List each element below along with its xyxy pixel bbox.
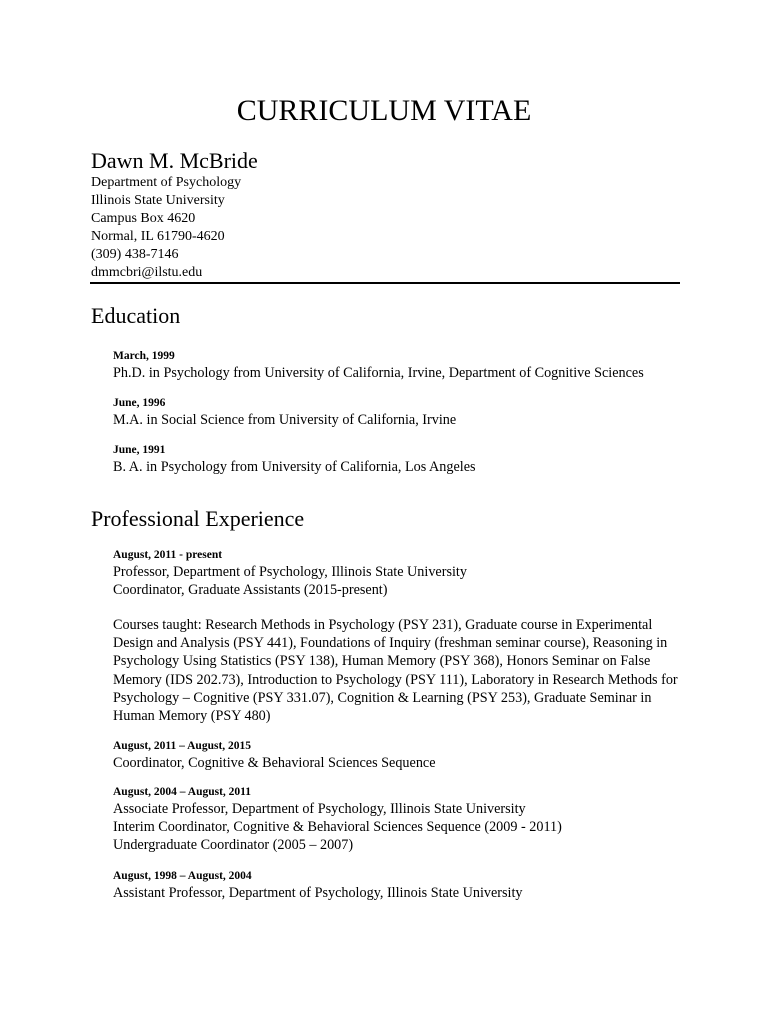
entry-line: Associate Professor, Department of Psychology, Illinois State University xyxy=(113,801,526,817)
contact-campus-box: Campus Box 4620 xyxy=(91,210,196,226)
education-entry xyxy=(113,395,713,429)
contact-department: Department of Psychology xyxy=(91,175,242,190)
entry-line: M.A. in Social Science from University of California, Irvine xyxy=(113,412,457,428)
entry-date: March, 1999 xyxy=(113,350,175,362)
experience-entry xyxy=(113,868,713,902)
education-entry xyxy=(113,348,713,382)
entry-date: August, 2011 - present xyxy=(113,549,223,561)
courses-taught: Courses taught: Research Methods in Psychology (PSY 231), Graduate course in Experimental Design and Analysis (PSY 441), Foundations of Inquiry (freshman seminar course), Reasoning in Psychology Using Statistics (PSY 138), Human Memory (PSY 368), Honors Seminar on False Memory (IDS 202.73), Introduction to Psychology (PSY 111), Laboratory in Research Methods for Psychology – Cognitive (PSY 331.07), Cognition & Learning (PSY 253), Graduate Seminar in Human Memory (PSY 480) xyxy=(113,617,678,725)
education-entry xyxy=(113,442,713,476)
experience-entry xyxy=(113,547,713,599)
entry-line: Assistant Professor, Department of Psychology, Illinois State University xyxy=(113,885,523,901)
person-name: Dawn M. McBride xyxy=(91,148,258,173)
entry-date: August, 1998 – August, 2004 xyxy=(113,870,252,882)
entry-line: Coordinator, Graduate Assistants (2015-present) xyxy=(113,582,388,599)
entry-date: June, 1996 xyxy=(113,397,166,409)
contact-city: Normal, IL 61790-4620 xyxy=(91,228,225,244)
entry-line: Interim Coordinator, Cognitive & Behavioral Sciences Sequence (2009 - 2011) xyxy=(113,819,562,836)
contact-email: dmmcbri@ilstu.edu xyxy=(91,264,203,280)
header-divider xyxy=(90,282,680,284)
entry-date: August, 2011 – August, 2015 xyxy=(113,740,252,752)
education-heading: Education xyxy=(91,303,181,328)
experience-entry xyxy=(113,738,713,772)
entry-line: Coordinator, Cognitive & Behavioral Sciences Sequence xyxy=(113,755,436,771)
entry-date: June, 1991 xyxy=(113,444,166,456)
experience-heading: Professional Experience xyxy=(91,506,305,531)
entry-line: Professor, Department of Psychology, Illinois State University xyxy=(113,564,467,580)
entry-line: B. A. in Psychology from University of California, Los Angeles xyxy=(113,459,476,475)
contact-phone: (309) 438-7146 xyxy=(91,246,179,262)
entry-date: August, 2004 – August, 2011 xyxy=(113,786,252,798)
document-title: CURRICULUM VITAE xyxy=(236,94,532,127)
experience-entry xyxy=(113,784,713,855)
contact-university: Illinois State University xyxy=(91,192,225,208)
entry-line: Undergraduate Coordinator (2005 – 2007) xyxy=(113,837,354,854)
entry-line: Ph.D. in Psychology from University of California, Irvine, Department of Cognitive Sciences xyxy=(113,365,644,381)
contact-block xyxy=(91,174,241,281)
